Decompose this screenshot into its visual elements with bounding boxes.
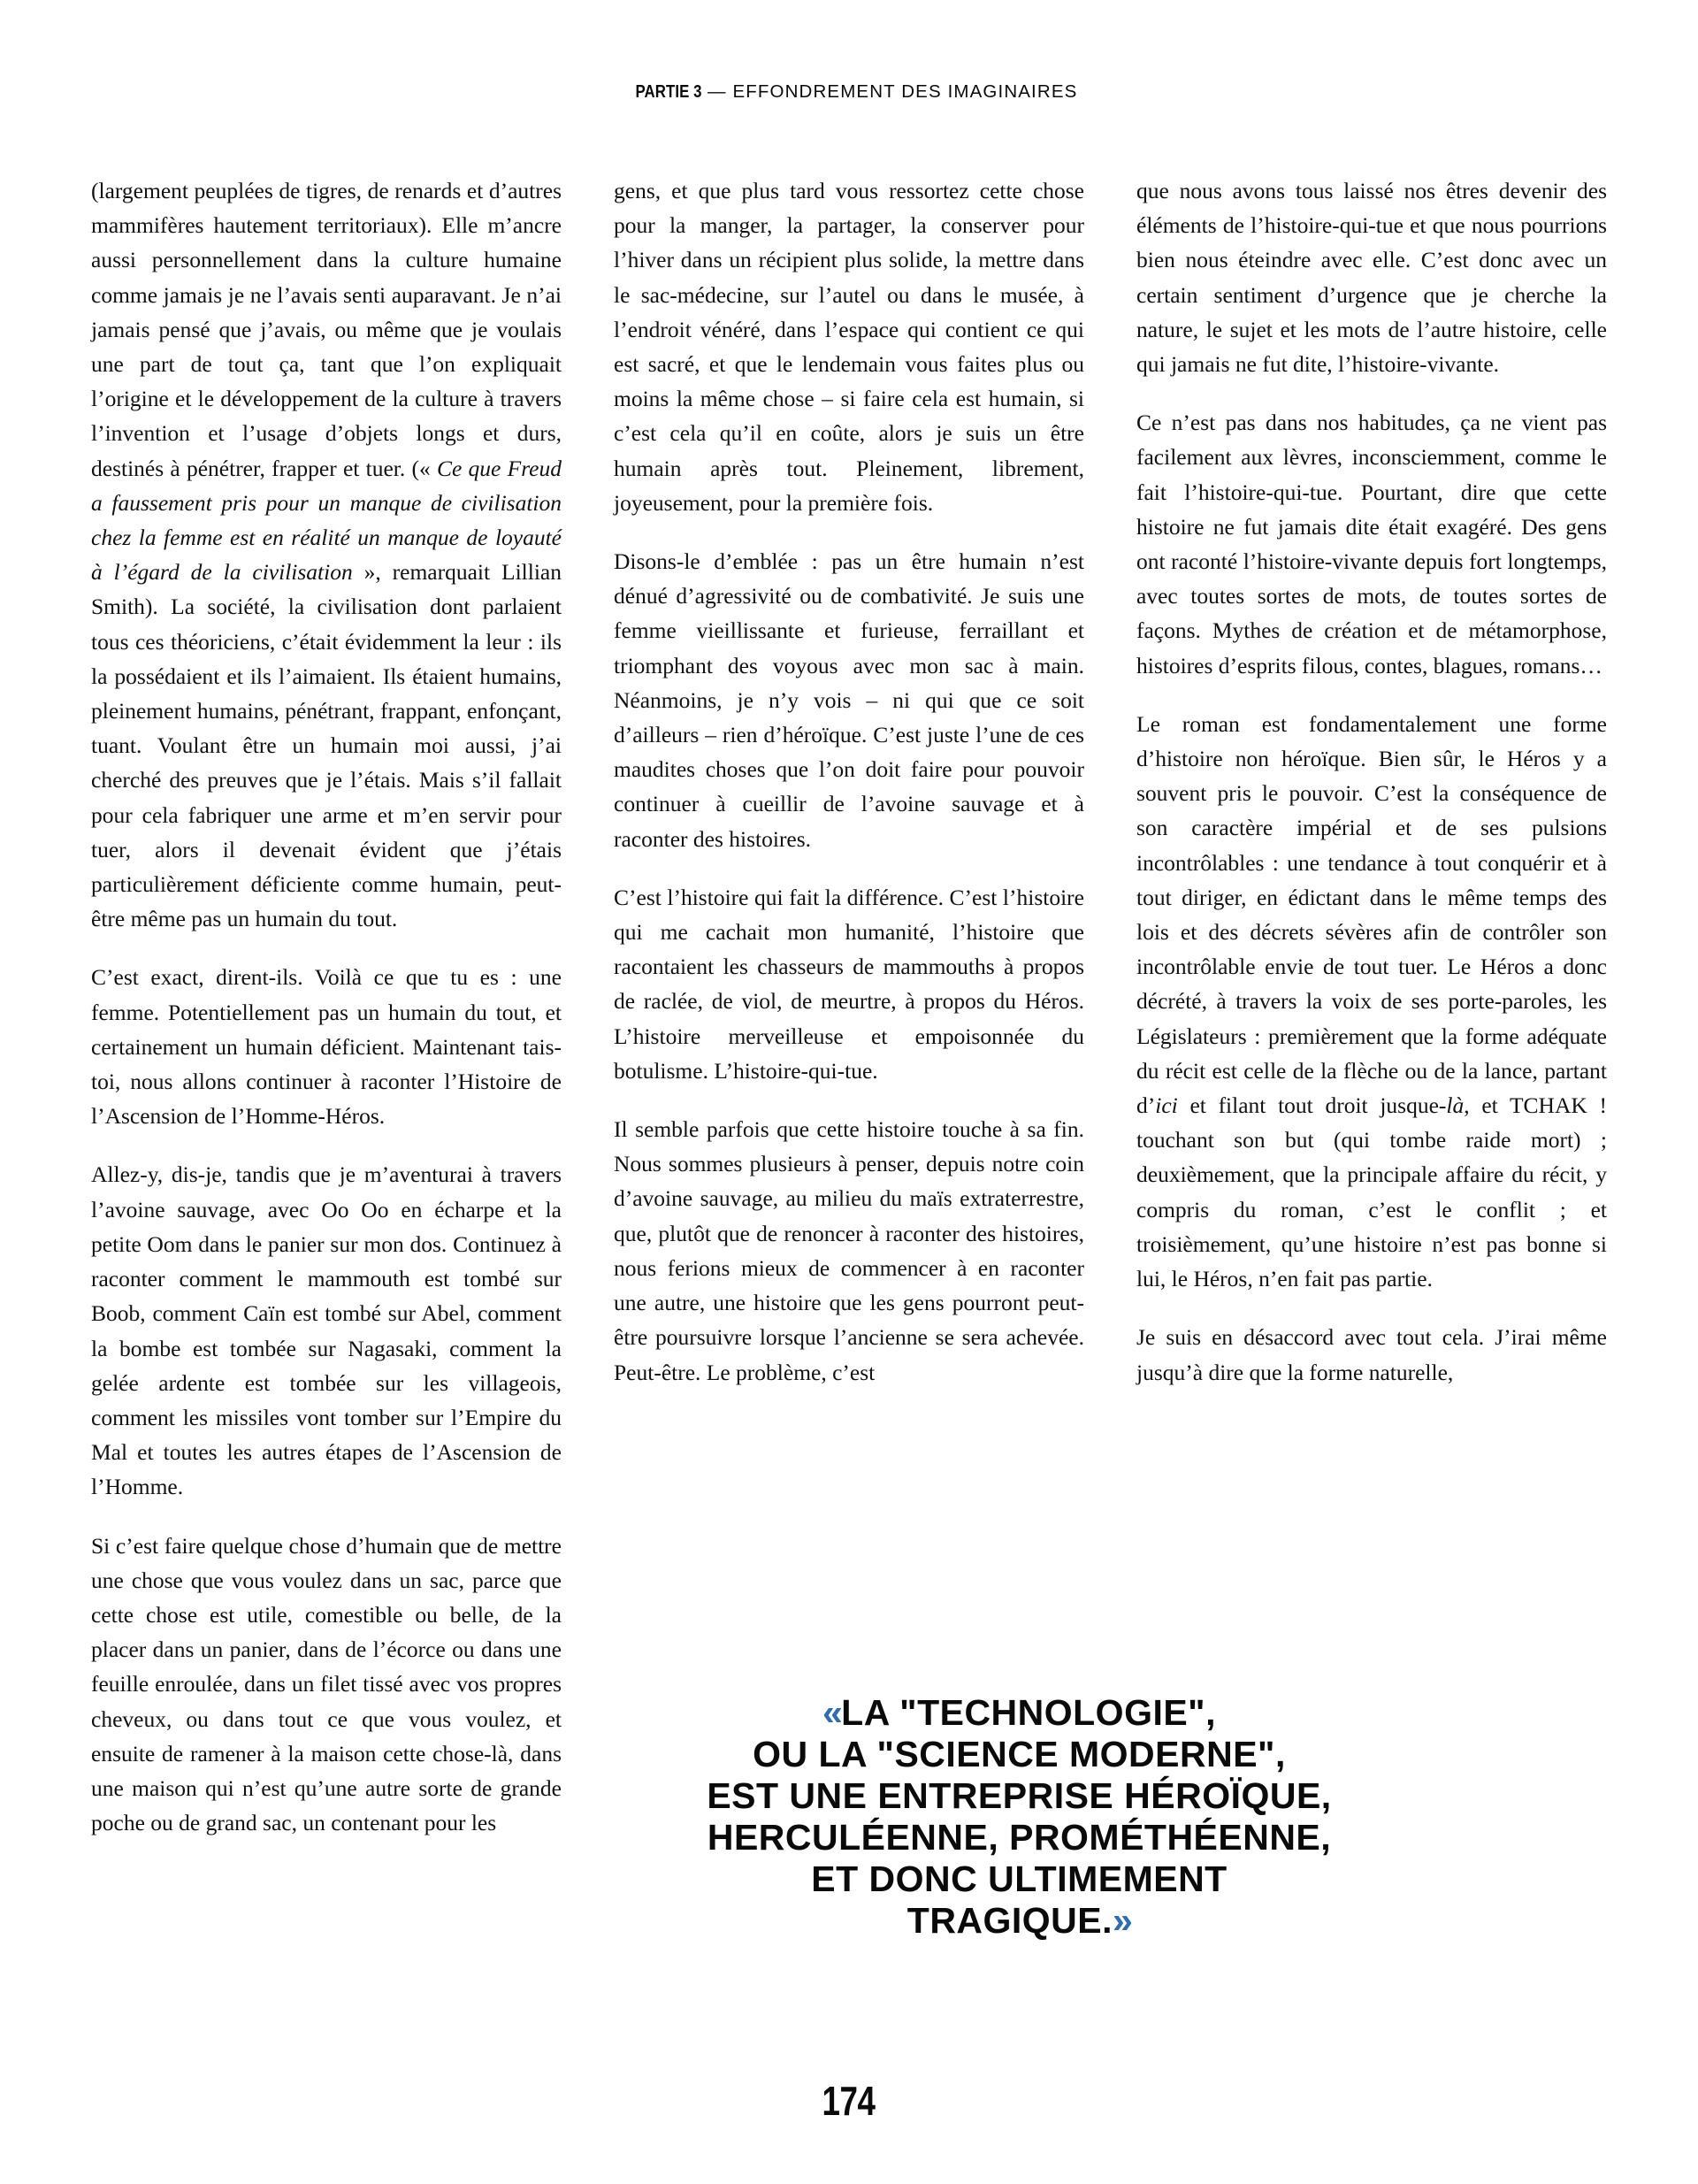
body-paragraph — [1136, 405, 1607, 683]
pull-quote-text: ET DONC ULTIMEMENT — [811, 1858, 1228, 1899]
italic-run: là — [1446, 1092, 1465, 1119]
closing-guillemet: » — [1113, 1900, 1132, 1941]
body-paragraph — [614, 880, 1084, 1088]
text-run: C’est l’histoire qui fait la différence. C’est l’histoire qui me cachait mon humanité, l’histoire que racontaient les chasseurs de mammouths à propos de raclée, de viol, de meurtre, à propos du Héros. L’histoire merveilleuse et empoisonnée du botulisme. L’histoire-qui-tue. — [614, 884, 1084, 1084]
pull-quote-line — [523, 1858, 1516, 1900]
text-column-3 — [1136, 173, 1607, 1390]
text-run: que nous avons tous laissé nos êtres devenir des éléments de l’histoire-qui-tue et que nous pourrions bien nous éteindre avec elle. C’est donc avec un certain sentiment d’urgence que je cherche la nature, le sujet et les mots de l’autre histoire, celle qui jamais ne fut dite, l’histoire-vivante. — [1136, 178, 1607, 378]
body-paragraph — [1136, 1320, 1607, 1389]
text-run: Le roman est fondamentalement une forme d’histoire non héroïque. Bien sûr, le Héros y a souvent pris le pouvoir. C’est la conséquence de son caractère impérial et de ses pulsions incontrôlables : une tendance à tout conquérir et à tout diriger, en édictant dans le même temps des lois et des décrets sévères afin de contrôler son incontrôlable envie de tout tuer. Le Héros a donc décrété, à travers la voix de ses porte-paroles, les Législateurs : premièrement que la forme adéquate du récit est celle de la flèche ou de la lance, partant d’ — [1136, 710, 1607, 1119]
opening-guillemet: « — [822, 1692, 842, 1733]
page-number-value: 174 — [822, 2078, 876, 2124]
text-run: Si c’est faire quelque chose d’humain que de mettre une chose que vous voulez dans un sac, parce que cette chose est utile, comestible ou belle, de la placer dans un panier, dans de l’écorce ou dans une feuille enroulée, dans un filet tissé avec vos propres cheveux, ou dans tout ce que vous voulez, et ensuite de ramener à la maison cette chose-là, dans une maison qui n’est qu’une autre sorte de grande poche ou de grand sac, un contenant pour les — [91, 1532, 562, 1836]
page-number — [0, 2077, 1698, 2125]
pull-quote — [523, 1692, 1516, 1942]
body-paragraph — [1136, 707, 1607, 1296]
running-head-separator: — — [701, 81, 733, 102]
pull-quote-line — [523, 1734, 1516, 1775]
running-head-section-label: EFFONDREMENT DES IMAGINAIRES — [732, 81, 1078, 102]
body-paragraph — [614, 544, 1084, 856]
text-run: Je suis en désaccord avec tout cela. J’irai même jusqu’à dire que la forme naturelle, — [1136, 1324, 1607, 1385]
body-paragraph — [91, 1157, 562, 1504]
text-run: Disons-le d’emblée : pas un être humain n’est dénué d’agressivité ou de combativité. Je suis une femme vieillissante et furieuse, ferraillant et triomphant des voyous avec mon sac à main. Néanmoins, je n’y vois – ni qui que ce soit d’ailleurs – rien d’héroïque. C’est juste l’une de ces maudites choses que l’on doit faire pour pouvoir continuer à cueillir de l’avoine sauvage et à raconter des histoires. — [614, 548, 1084, 852]
running-head-part-label: PARTIE 3 — [635, 81, 702, 102]
text-run: Ce n’est pas dans nos habitudes, ça ne vient pas facilement aux lèvres, inconsciemment, comme le fait l’histoire-qui-tue. Pourtant, dire que cette histoire ne fut jamais dite était exagéré. Des gens ont raconté l’histoire-vivante depuis fort longtemps, avec toutes sortes de mots, de toutes sortes de façons. Mythes de création et de métamorphose, histoires d’esprits filous, contes, blagues, romans… — [1136, 410, 1607, 678]
pull-quote-text: OU LA "SCIENCE MODERNE", — [753, 1734, 1286, 1774]
pull-quote-text: LA "TECHNOLOGIE", — [841, 1692, 1216, 1733]
pull-quote-line — [523, 1817, 1516, 1858]
text-run: (largement peuplées de tigres, de renards et d’autres mammifères hautement territoriaux). Elle m’ancre aussi personnellement dans la culture humaine comme jamais je ne l’avais senti auparavant. Je n’ai jamais pensé que j’avais, ou même que je voulais une part de tout ça, tant que l’on expliquait l’origine et le développement de la culture à travers l’invention et l’usage d’objets longs et durs, destinés à pénétrer, frapper et tuer. (« — [91, 178, 562, 481]
body-paragraph — [614, 1112, 1084, 1390]
text-run: Il semble parfois que cette histoire touche à sa fin. Nous sommes plusieurs à penser, depuis notre coin d’avoine sauvage, au milieu du maïs extraterrestre, que, plutôt que de renoncer à raconter des histoires, nous ferions mieux de commencer à en raconter une autre, une histoire que les gens pourront peut-être poursuivre lorsque l’ancienne se sera achevée. Peut-être. Le problème, c’est — [614, 1116, 1084, 1385]
pull-quote-text: HERCULÉENNE, PROMÉTHÉENNE, — [707, 1817, 1332, 1858]
pull-quote-line — [523, 1692, 1516, 1734]
text-column-2 — [614, 173, 1084, 1390]
text-column-1 — [91, 173, 562, 1840]
italic-run: Ce que Freud a faussement pris pour un manque de civilisation chez la femme est en réalité un manque de loyauté à l’égard de la civilisation — [91, 455, 562, 586]
body-paragraph — [91, 1529, 562, 1841]
text-run: », remarquait Lillian Smith). La société, la civilisation dont parlaient tous ces théoriciens, c’était évidemment la leur : ils la possédaient et ils l’aimaient. Ils étaient humains, pleinement humains, pénétrant, frappant, enfonçant, tuant. Voulant être un humain moi aussi, j’ai cherché des preuves que je l’étais. Mais s’il fallait pour cela fabriquer une arme et m’en servir pour tuer, alors il devenait évident que j’étais particulièrement déficiente comme humain, peut-être même pas un humain du tout. — [91, 559, 562, 932]
body-paragraph — [1136, 173, 1607, 381]
pull-quote-line — [523, 1775, 1516, 1817]
body-paragraph — [91, 173, 562, 936]
running-head — [0, 81, 1698, 103]
text-run: , et TCHAK ! touchant son but (qui tombe raide mort) ; deuxièmement, que la principale affaire du récit, y compris du roman, c’est le conflit ; et troisièmement, qu’une histoire n’est pas bonne si lui, le Héros, n’en fait pas partie. — [1136, 1092, 1608, 1292]
text-run: Allez-y, dis-je, tandis que je m’aventurai à travers l’avoine sauvage, avec Oo Oo en écharpe et la petite Oom dans le panier sur mon dos. Continuez à raconter comment le mammouth est tombé sur Boob, comment Caïn est tombé sur Abel, comment la bombe est tombée sur Nagasaki, comment la gelée ardente est tombée sur les villageois, comment les missiles vont tomber sur l’Empire du Mal et toutes les autres étapes de l’Ascension de l’Homme. — [91, 1161, 562, 1500]
text-run: C’est exact, dirent-ils. Voilà ce que tu es : une femme. Potentiellement pas un humain du tout, et certainement un humain déficient. Maintenant tais-toi, nous allons continuer à raconter l’Histoire de l’Ascension de l’Homme-Héros. — [91, 964, 562, 1130]
text-run: et filant tout droit jusque- — [1177, 1092, 1447, 1119]
pull-quote-line — [523, 1900, 1516, 1942]
body-paragraph — [91, 960, 562, 1133]
text-run: gens, et que plus tard vous ressortez cette chose pour la manger, la partager, la conserver pour l’hiver dans un récipient plus solide, la mettre dans le sac-médecine, sur l’autel ou dans le musée, à l’endroit vénéré, dans l’espace qui contient ce qui est sacré, et que le lendemain vous faites plus ou moins la même chose – si faire cela est humain, si c’est cela qu’il en coûte, alors je suis un être humain après tout. Pleinement, librement, joyeusement, pour la première fois. — [614, 178, 1084, 516]
italic-run: ici — [1155, 1092, 1178, 1119]
pull-quote-text: EST UNE ENTREPRISE HÉROÏQUE, — [707, 1775, 1332, 1816]
pull-quote-text: TRAGIQUE. — [906, 1900, 1113, 1941]
body-paragraph — [614, 173, 1084, 520]
